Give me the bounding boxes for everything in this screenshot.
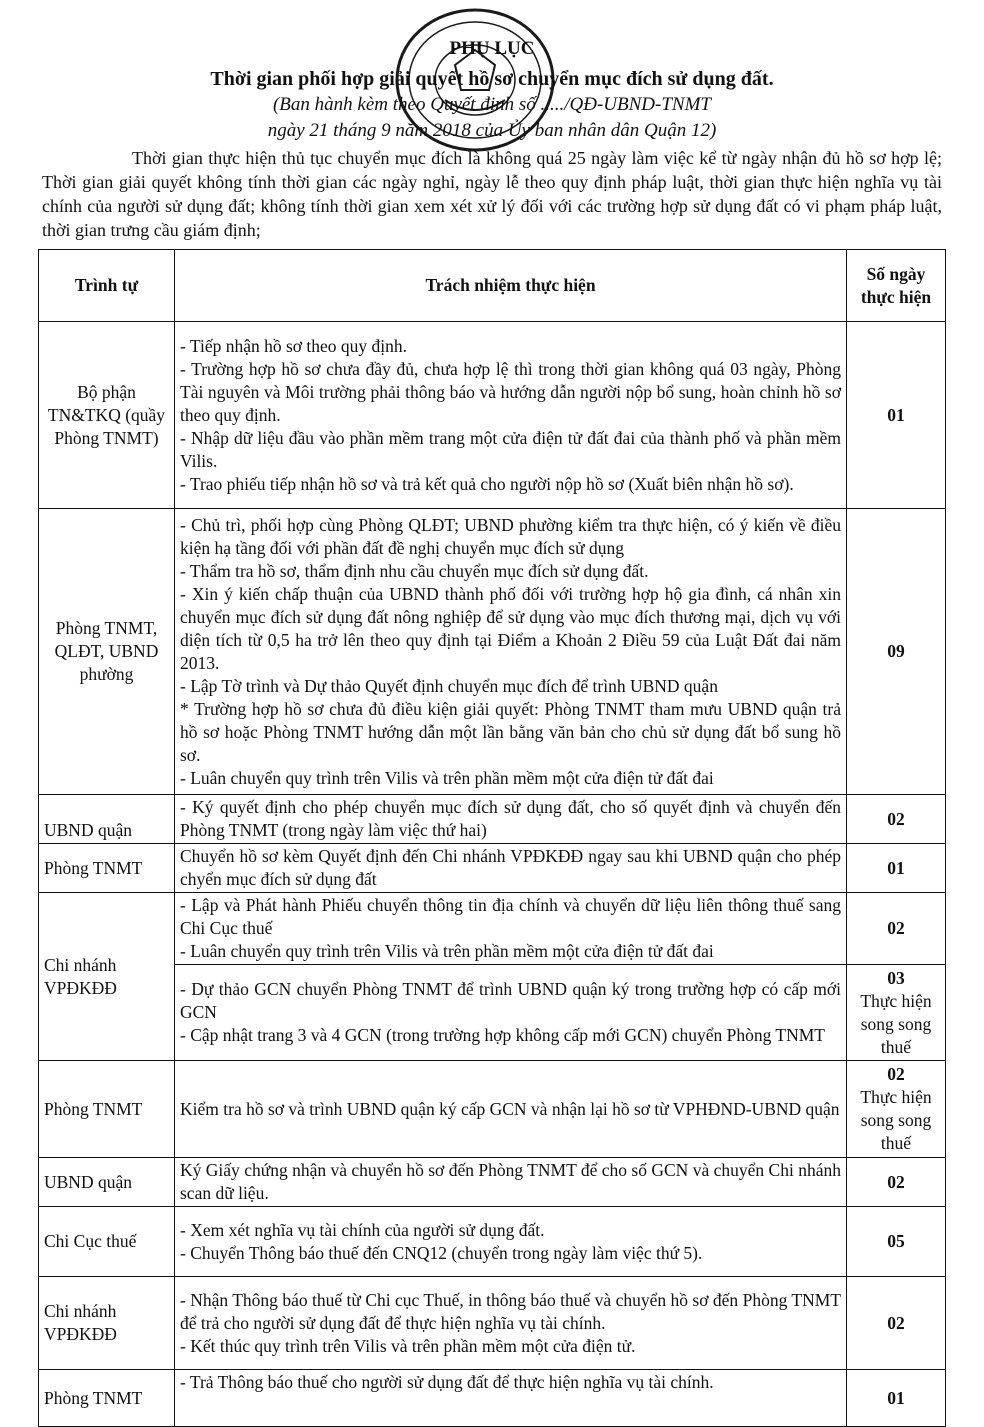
days-value: 03 <box>887 967 905 988</box>
header-sequence: Trình tự <box>39 250 175 322</box>
days-cell: 02 <box>847 1277 946 1370</box>
task-line: - Luân chuyển quy trình trên Vilis và trên phần mềm một cửa điện tử đất đai <box>180 767 714 788</box>
days-cell: 05 <box>847 1207 946 1277</box>
task-cell <box>175 844 847 893</box>
task-cell <box>175 322 847 509</box>
intro-paragraph <box>42 146 942 242</box>
task-line: - Xin ý kiến chấp thuận của UBND thành phố đối với trường hợp hộ gia đình, cá nhân xin chuyển mục đích sử dụng đất nông nghiệp để sử dụng vào mục đích thương mại, dịch vụ với diện tích từ 0,5 ha trở lên theo quy định tại Điểm a Khoản 2 Điều 59 của Luật Đất đai năm 2013. <box>180 583 841 673</box>
task-line: - Chủ trì, phối hợp cùng Phòng QLĐT; UBND phường kiểm tra thực hiện, có ý kiến về điều kiện hạ tầng đối với phần đất đề nghị chuyển mục đích sử dụng <box>180 514 841 558</box>
task-line: - Kết thúc quy trình trên Vilis và trên phần mềm một cửa điện tử. <box>180 1335 636 1356</box>
task-line: - Lập và Phát hành Phiếu chuyển thông tin địa chính và chuyển dữ liệu liên thông thuế sang Chi Cục thuế <box>180 895 841 938</box>
unit-cell: Phòng TNMT, QLĐT, UBND phường <box>39 509 175 795</box>
unit-cell: Phòng TNMT <box>39 844 175 893</box>
unit-cell: Phòng TNMT <box>39 1061 175 1158</box>
table-header-row <box>39 250 946 322</box>
table-row <box>39 1158 946 1207</box>
days-cell: 01 <box>847 844 946 893</box>
unit-cell: Bộ phận TN&TKQ (quầy Phòng TNMT) <box>39 322 175 509</box>
appendix-label: PHỤ LỤC <box>449 38 535 59</box>
table-row <box>39 509 946 795</box>
days-cell: 02 <box>847 893 946 965</box>
days-cell <box>847 965 946 1061</box>
task-line: - Trường hợp hồ sơ chưa đầy đủ, chưa hợp lệ thì trong thời gian không quá 03 ngày, Phòng Tài nguyên và Môi trường phải thông báo và hướng dẫn người nộp bổ sung, hoàn chỉnh hồ sơ theo quy định. <box>180 358 841 425</box>
unit-cell: Phòng TNMT <box>39 1370 175 1427</box>
days-note: Thực hiện song song thuế <box>860 1087 932 1153</box>
task-cell <box>175 1277 847 1370</box>
unit-cell: Chi nhánh VPĐKĐĐ <box>39 1277 175 1370</box>
issued-line-2: ngày 21 tháng 9 năm 2018 của Ủy ban nhân dân Quận 12) <box>267 120 717 141</box>
task-line: - Tiếp nhận hồ sơ theo quy định. <box>180 335 408 356</box>
document-heading <box>0 38 984 144</box>
days-note: Thực hiện song song thuế <box>860 990 932 1057</box>
task-line: Ký Giấy chứng nhận và chuyển hồ sơ đến Phòng TNMT để cho số GCN và chuyển Chi nhánh scan dữ liệu. <box>180 1160 841 1203</box>
task-line: - Dự thảo GCN chuyển Phòng TNMT để trình UBND quận ký trong trường hợp có cấp mới GCN <box>180 979 841 1022</box>
header-days: Số ngày thực hiện <box>847 250 946 322</box>
days-cell: 09 <box>847 509 946 795</box>
table-row <box>39 1370 946 1427</box>
task-cell <box>175 1158 847 1207</box>
task-cell <box>175 1370 847 1427</box>
document-title: Thời gian phối hợp giải quyết hồ sơ chuyển mục đích sử dụng đất. <box>210 68 774 90</box>
task-line: - Thẩm tra hồ sơ, thẩm định nhu cầu chuyển mục đích sử dụng đất. <box>180 560 649 581</box>
header-responsibility: Trách nhiệm thực hiện <box>175 250 847 322</box>
days-cell: 01 <box>847 1370 946 1427</box>
task-line: - Nhập dữ liệu đầu vào phần mềm trang một cửa điện tử đất đai của thành phố và phần mềm Vilis. <box>180 427 841 471</box>
days-cell: 01 <box>847 322 946 509</box>
days-cell: 02 <box>847 795 946 844</box>
issued-line-1: (Ban hành kèm theo Quyết định số ...../QĐ-UBND-TNMT <box>272 94 711 115</box>
table-row <box>39 1277 946 1370</box>
task-line: - Ký quyết định cho phép chuyển mục đích sử dụng đất, cho số quyết định và chuyển đến Phòng TNMT (trong ngày làm việc thứ hai) <box>180 797 841 840</box>
task-cell <box>175 965 847 1061</box>
unit-cell: Chi Cục thuế <box>39 1207 175 1277</box>
task-cell <box>175 1061 847 1158</box>
table-row <box>39 893 946 965</box>
table-row <box>39 1061 946 1158</box>
task-line: - Lập Tờ trình và Dự thảo Quyết định chuyển mục đích để trình UBND quận <box>180 675 718 696</box>
unit-cell: UBND quận <box>39 795 175 844</box>
days-value: 02 <box>887 1064 905 1084</box>
table-row <box>39 965 946 1061</box>
task-line: Kiểm tra hồ sơ và trình UBND quận ký cấp GCN và nhận lại hồ sơ từ VPHĐND-UBND quận <box>180 1098 840 1119</box>
procedure-table <box>38 249 946 1427</box>
intro-text: Thời gian thực hiện thủ tục chuyển mục đích là không quá 25 ngày làm việc kể từ ngày nhận đủ hồ sơ hợp lệ; Thời gian giải quyết không tính thời gian các ngày nghỉ, ngày lễ theo quy định pháp luật, thời gian thực hiện nghĩa vụ tài chính của người sử dụng đất; không tính thời gian xem xét xử lý đối với các trường hợp sử dụng đất có vi phạm pháp luật, thời gian trưng cầu giám định; <box>42 148 942 240</box>
task-line: - Xem xét nghĩa vụ tài chính của người sử dụng đất. <box>180 1219 545 1240</box>
table-row <box>39 322 946 509</box>
days-cell: 02 <box>847 1158 946 1207</box>
task-cell <box>175 795 847 844</box>
table-row <box>39 844 946 893</box>
task-line: - Trả Thông báo thuế cho người sử dụng đất để thực hiện nghĩa vụ tài chính. <box>180 1372 714 1392</box>
task-line: - Chuyển Thông báo thuế đến CNQ12 (chuyển trong ngày làm việc thứ 5). <box>180 1242 703 1263</box>
unit-cell: UBND quận <box>39 1158 175 1207</box>
task-cell <box>175 1207 847 1277</box>
task-line: - Cập nhật trang 3 và 4 GCN (trong trường hợp không cấp mới GCN) chuyển Phòng TNMT <box>180 1025 825 1045</box>
unit-cell: Chi nhánh VPĐKĐĐ <box>39 893 175 1061</box>
task-line: * Trường hợp hồ sơ chưa đủ điều kiện giải quyết: Phòng TNMT tham mưu UBND quận trả hồ sơ hoặc Phòng TNMT hướng dẫn một lần bằng văn bản cho chủ sử dụng đất bổ sung hồ sơ. <box>180 698 841 765</box>
task-cell <box>175 893 847 965</box>
task-line: - Nhận Thông báo thuế từ Chi cục Thuế, in thông báo thuế và chuyển hồ sơ đến Phòng TNMT để trả cho người sử dụng đất để thực hiện nghĩa vụ tài chính. <box>180 1289 841 1333</box>
table-row <box>39 1207 946 1277</box>
task-line: - Trao phiếu tiếp nhận hồ sơ và trả kết quả cho người nộp hồ sơ (Xuất biên nhận hồ sơ). <box>180 473 794 494</box>
task-line: - Luân chuyển quy trình trên Vilis và trên phần mềm một cửa điện tử đất đai <box>180 941 714 961</box>
days-cell <box>847 1061 946 1158</box>
task-line: Chuyển hồ sơ kèm Quyết định đến Chi nhánh VPĐKĐĐ ngay sau khi UBND quận cho phép chyển mục đích sử dụng đất <box>180 846 841 889</box>
task-cell <box>175 509 847 795</box>
table-row <box>39 795 946 844</box>
